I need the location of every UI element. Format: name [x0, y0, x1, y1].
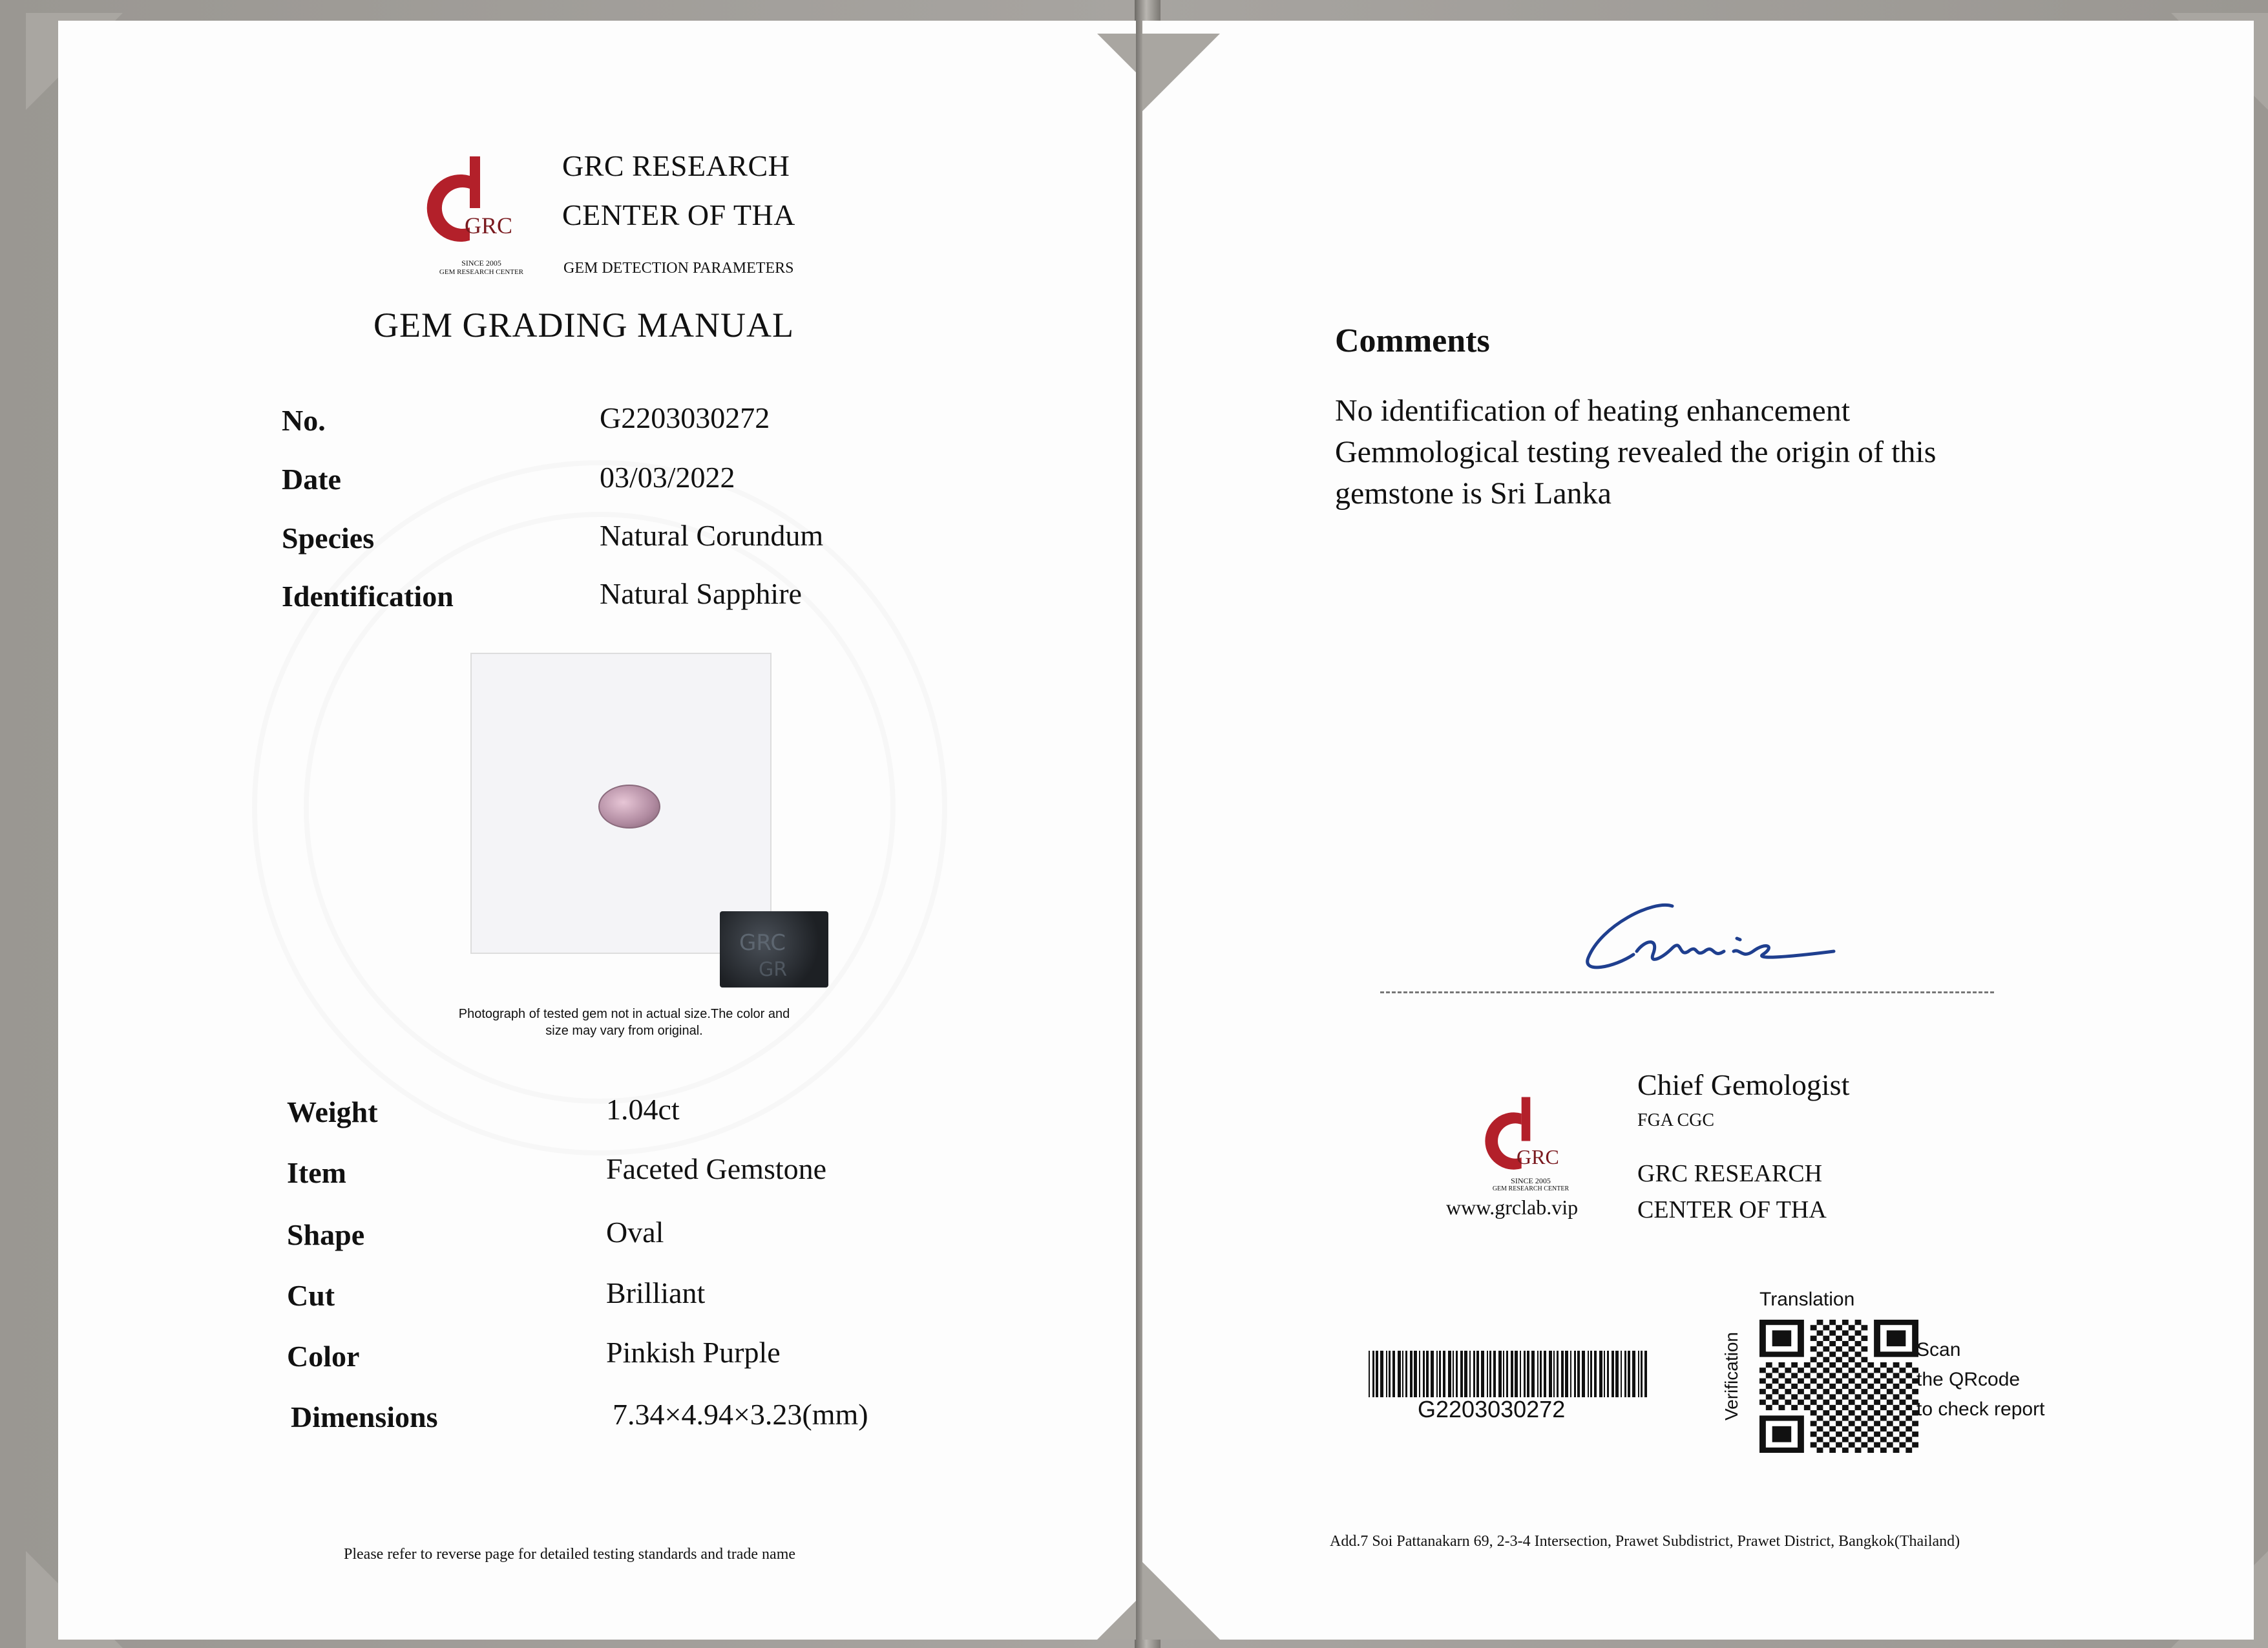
signer-org-line1: GRC RESEARCH — [1637, 1160, 1823, 1187]
label-item: Item — [287, 1156, 346, 1189]
corner-holder — [1097, 34, 1136, 131]
website-url: www.grclab.vip — [1446, 1196, 1579, 1219]
barcode-number: G2203030272 — [1418, 1396, 1566, 1422]
comment-line: gemstone is Sri Lanka — [1335, 476, 1612, 511]
corner-holder — [1142, 34, 1220, 131]
comments-heading: Comments — [1335, 322, 1490, 359]
logo-sub: GEM RESEARCH CENTER — [439, 268, 524, 276]
logo-since: SINCE 2005 — [461, 259, 501, 268]
photo-caption-line2: size may vary from original. — [545, 1024, 703, 1038]
barcode-icon — [1369, 1351, 1653, 1397]
page-title: GEM GRADING MANUAL — [373, 306, 794, 344]
org-name-line1: GRC RESEARCH — [562, 149, 790, 182]
label-shape: Shape — [287, 1218, 365, 1251]
value-no: G2203030272 — [600, 401, 770, 434]
value-date: 03/03/2022 — [600, 461, 735, 494]
qr-code[interactable] — [1759, 1320, 1918, 1456]
grc-logo-icon — [410, 137, 527, 266]
value-shape: Oval — [606, 1216, 664, 1249]
comment-line: Gemmological testing revealed the origin of this — [1335, 435, 1937, 469]
value-dimensions: 7.34×4.94×3.23(mm) — [613, 1398, 868, 1431]
logo-text: GRC — [1517, 1145, 1559, 1168]
address: Add.7 Soi Pattanakarn 69, 2-3-4 Intersection, Prawet Subdistrict, Prawet District, Bangkok(Thailand) — [1330, 1533, 1960, 1550]
label-species: Species — [282, 522, 375, 555]
label-cut: Cut — [287, 1279, 335, 1312]
label-no: No. — [282, 404, 326, 437]
logo-since: SINCE 2005 — [1511, 1176, 1551, 1185]
grc-logo — [1469, 1081, 1572, 1197]
barcode — [1369, 1351, 1653, 1400]
grc-logo-icon — [1469, 1081, 1572, 1190]
signature-icon — [1575, 887, 1873, 984]
value-item: Faceted Gemstone — [606, 1152, 827, 1185]
label-date: Date — [282, 463, 341, 496]
label-identification: Identification — [282, 580, 454, 613]
value-color: Pinkish Purple — [606, 1336, 781, 1369]
translation-label: Translation — [1759, 1289, 1855, 1310]
hologram-icon — [720, 911, 828, 988]
scan-line3: to check report — [1916, 1399, 2045, 1420]
signature — [1575, 887, 1873, 987]
svg-text:GR: GR — [759, 958, 788, 981]
label-color: Color — [287, 1340, 360, 1373]
corner-holder — [1142, 1543, 1220, 1640]
detection-parameters: GEM DETECTION PARAMETERS — [563, 260, 794, 277]
value-species: Natural Corundum — [600, 519, 824, 552]
logo-text: GRC — [465, 213, 513, 238]
left-page — [58, 21, 1136, 1640]
qr-code-icon — [1759, 1320, 1918, 1453]
hologram-sticker — [720, 911, 828, 988]
org-name-line2: CENTER OF THA — [562, 198, 795, 231]
verification-label: Verification — [1721, 1332, 1741, 1421]
svg-text:GRC: GRC — [739, 930, 786, 956]
signer-credentials: FGA CGC — [1637, 1110, 1715, 1130]
logo-sub: GEM RESEARCH CENTER — [1492, 1185, 1570, 1192]
grc-logo — [410, 137, 527, 286]
label-weight: Weight — [287, 1095, 378, 1128]
value-weight: 1.04ct — [606, 1093, 680, 1126]
signer-title: Chief Gemologist — [1637, 1068, 1850, 1101]
signature-line — [1380, 991, 1994, 993]
comment-line: No identification of heating enhancement — [1335, 394, 1851, 428]
corner-holder — [1097, 1543, 1136, 1640]
signer-org-line2: CENTER OF THA — [1637, 1196, 1827, 1223]
reverse-page-note: Please refer to reverse page for detailed testing standards and trade name — [344, 1546, 796, 1563]
scan-line2: the QRcode — [1916, 1369, 2021, 1390]
photo-caption-line1: Photograph of tested gem not in actual size.The color and — [458, 1007, 790, 1021]
scan-line1: Scan — [1916, 1339, 1961, 1360]
gem-image — [598, 785, 660, 829]
value-identification: Natural Sapphire — [600, 577, 802, 610]
label-dimensions: Dimensions — [291, 1400, 438, 1433]
right-page — [1142, 21, 2254, 1640]
value-cut: Brilliant — [606, 1276, 706, 1309]
